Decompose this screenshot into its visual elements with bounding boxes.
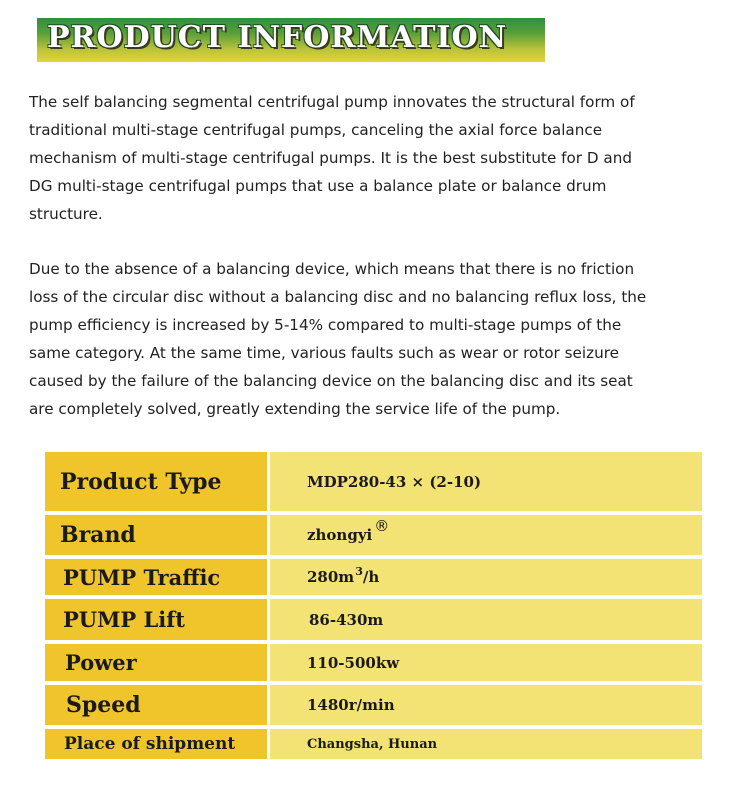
spec-value-cell [270, 515, 702, 555]
spec-label: Brand [60, 522, 136, 548]
spec-value-unit: /h [362, 568, 380, 586]
spec-row-shipment [45, 729, 702, 759]
spec-label-cell [45, 729, 267, 759]
spec-row-product-type [45, 452, 702, 511]
text-line: caused by the failure of the balancing device on the balancing disc and its seat [29, 372, 633, 390]
spec-value: 86-430m [309, 610, 384, 629]
spec-label: Speed [66, 692, 141, 718]
text-line: traditional multi-stage centrifugal pumps, canceling the axial force balance [29, 121, 603, 139]
text-line: structure. [29, 205, 103, 223]
description-paragraph-1 [29, 88, 729, 228]
text-line: same category. At the same time, various faults such as wear or rotor seizure [29, 344, 619, 362]
spec-value: MDP280-43 × (2-10) [307, 472, 482, 491]
spec-label-cell [45, 452, 267, 511]
spec-value: 1480r/min [307, 696, 395, 714]
text-line: The self balancing segmental centrifugal pump innovates the structural form of [29, 93, 635, 111]
spec-table [45, 452, 702, 759]
description-paragraph-2 [29, 255, 729, 423]
text-line: DG multi-stage centrifugal pumps that use a balance plate or balance drum [29, 177, 607, 195]
spec-row-brand [45, 515, 702, 555]
spec-value-cell [270, 729, 702, 759]
spec-label: Product Type [60, 468, 222, 495]
spec-label-cell [45, 515, 267, 555]
spec-value-cell [270, 644, 702, 681]
spec-row-speed [45, 685, 702, 725]
superscript-three: 3 [355, 564, 363, 578]
spec-value: 110-500kw [307, 653, 400, 672]
spec-value-cell [270, 599, 702, 640]
spec-label-cell [45, 644, 267, 681]
spec-label: PUMP Traffic [63, 564, 221, 590]
spec-value-cell [270, 685, 702, 725]
text-line: are completely solved, greatly extending the service life of the pump. [29, 400, 561, 418]
spec-label-cell [45, 685, 267, 725]
spec-value: 280m [307, 568, 355, 586]
spec-label-cell [45, 599, 267, 640]
spec-value: zhongyi [307, 526, 373, 544]
spec-value: Changsha, Hunan [307, 736, 438, 752]
spec-value-cell [270, 559, 702, 595]
spec-label: PUMP Lift [63, 607, 185, 632]
spec-value-cell [270, 452, 702, 511]
spec-label-cell [45, 559, 267, 595]
spec-label: Place of shipment [64, 734, 236, 754]
spec-row-lift [45, 599, 702, 640]
registered-trademark-icon: ® [374, 517, 390, 535]
text-line: mechanism of multi-stage centrifugal pumps. It is the best substitute for D and [29, 149, 632, 167]
spec-row-power [45, 644, 702, 681]
text-line: pump efficiency is increased by 5-14% compared to multi-stage pumps of the [29, 316, 622, 334]
spec-label: Power [65, 650, 137, 675]
page-title: PRODUCT INFORMATION [47, 20, 508, 55]
spec-row-traffic [45, 559, 702, 595]
text-line: loss of the circular disc without a balancing disc and no balancing reflux loss, the [29, 288, 647, 306]
text-line: Due to the absence of a balancing device, which means that there is no friction [29, 260, 635, 278]
